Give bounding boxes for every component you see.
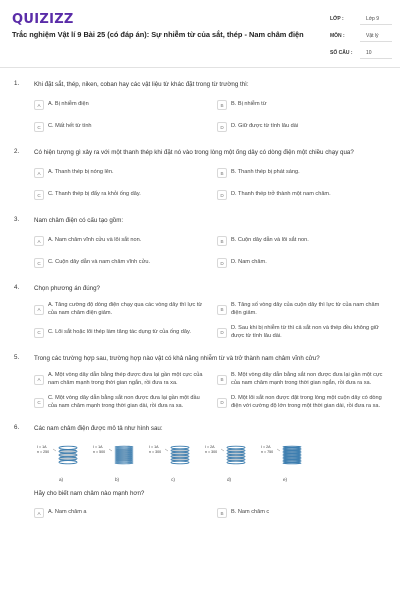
option-letter: A [34,168,44,178]
option-letter: D [217,398,227,408]
iron-core [60,449,76,461]
figure-label-turns: n = 750 [261,450,274,454]
option-letter: B [217,236,227,246]
meta-grade [330,12,392,26]
option-a[interactable] [34,302,207,317]
option-text: A. Tăng cường độ dòng điện chạy qua các vòng dây thì lực từ của nam châm điện giảm. [48,302,203,316]
option-text: D. Sau khi bị nhiễm từ thì cả sắt non và thép đều không giữ được từ tính lâu dài. [231,325,379,339]
figure-d [204,441,254,482]
figure-caption: b) [114,477,120,482]
coil-turn [283,461,301,462]
figure-caption: a) [58,477,64,482]
figure-label-current: I = 1A [149,445,159,449]
meta-label: LỚP : [330,16,344,22]
figure-label-turns: n = 300 [205,450,218,454]
question-number: 2. [14,148,20,155]
option-text: A. Nam châm vĩnh cửu và lõi sắt non. [48,237,142,244]
option-grid [34,234,390,278]
question-6 [0,424,400,528]
option-d[interactable] [217,256,390,270]
figure-caption: e) [282,477,288,482]
option-text: B. Bị nhiễm từ [231,101,267,108]
question-2 [0,148,400,210]
option-b[interactable] [217,234,390,248]
figure-label-turns: n = 300 [149,450,162,454]
option-letter: A [34,375,44,385]
option-letter: B [217,100,227,110]
option-text: B. Thanh thép bị phát sáng. [231,169,300,176]
figure-caption: d) [226,477,232,482]
option-text: D. Một lõi sắt non được đặt trong lòng một cuộn dây có dòng điện với cường độ lớn trong một thời gian dài, rồi đưa ra xa. [231,395,382,409]
meta-value: Lớp 9 [360,14,392,25]
quizizz-logo: QUIZIZZ [12,12,74,27]
coil-turn [171,446,189,449]
option-text: B. Một vòng dây dẫn bằng sắt non được đưa lại gần một cực của nam châm mạnh trong thời gian ngắn, rồi đưa ra xa. [231,372,383,386]
option-a[interactable] [34,234,207,248]
question-3 [0,216,400,278]
coil-turn [115,446,133,448]
option-text: C. Mất hết từ tính [48,123,92,130]
meta-label: MÔN : [330,33,345,39]
option-grid [34,372,390,418]
coil-turn [59,446,77,449]
meta-subject [330,29,392,43]
option-text: C. Một vòng dây dẫn bằng sắt non được đưa lại gần một đầu của nam châm mạnh trong thời gian dài, rồi đưa ra xa. [48,395,200,409]
option-letter: B [217,168,227,178]
figure-label-current: I = 2A [261,445,271,449]
electromagnet-coil-icon [204,441,254,469]
option-text: B. Nam châm c [231,509,270,516]
option-text: C. Cuộn dây dẫn và nam châm vĩnh cửu. [48,259,150,266]
option-letter: D [217,258,227,268]
option-grid [34,98,390,142]
question-number: 1. [14,80,20,87]
option-a[interactable] [34,372,207,387]
iron-core [116,449,132,461]
electromagnet-figures [36,441,390,482]
question-text: Chọn phương án đúng? [34,285,101,292]
question-number: 4. [14,284,20,291]
option-a[interactable] [34,166,207,180]
option-letter: D [217,190,227,200]
question-number: 5. [14,354,20,361]
option-a[interactable] [34,98,207,112]
coil-turn [283,463,301,464]
option-letter: A [34,100,44,110]
option-b[interactable] [217,98,390,112]
option-b[interactable] [217,506,390,520]
question-number: 3. [14,216,20,223]
option-c[interactable] [34,395,207,410]
figure-label-turns: n = 500 [93,450,106,454]
option-letter: D [217,328,227,338]
figure-b [92,441,142,482]
option-text: A. Nam châm a [48,509,87,516]
option-letter: C [34,122,44,132]
question-text: Có hiện tượng gì xảy ra với một thanh thép khi đặt nó vào trong lòng một ống dây có dòng điện một chiều chạy qua? [34,149,354,156]
option-d[interactable] [217,120,390,134]
coil-turn [283,448,301,449]
figure-label-current: I = 1A [37,445,47,449]
figure-label-current: I = 1A [93,445,103,449]
meta-label: SỐ CÂU : [330,50,353,56]
option-d[interactable] [217,188,390,202]
page-title: Trắc nghiệm Vật lí 9 Bài 25 (có đáp án): Sự nhiễm từ của sắt, thép - Nam châm điện [12,30,304,39]
figure-a [36,441,86,482]
option-text: C. Thanh thép bị đẩy ra khỏi ống dây. [48,191,141,198]
option-c[interactable] [34,325,207,340]
option-letter: D [217,122,227,132]
option-c[interactable] [34,256,207,270]
question-number: 6. [14,424,20,431]
question-subtext: Hãy cho biết nam châm nào mạnh hơn? [34,490,145,497]
electromagnet-coil-icon [148,441,198,469]
option-text: A. Bị nhiễm điện [48,101,89,108]
option-text: B. Cuộn dây dẫn và lõi sắt non. [231,237,309,244]
question-text: Khi đặt sắt, thép, niken, coban hay các vật liệu từ khác đặt trong từ trường thì: [34,81,249,88]
figure-label-turns: n = 250 [37,450,50,454]
meta-count [330,46,392,60]
option-letter: A [34,508,44,518]
option-letter: B [217,375,227,385]
option-text: A. Một vòng dây dẫn bằng thép được đưa lại gần một cực của nam châm mạnh trong thời gian ngắn, rồi đưa ra xa. [48,372,203,386]
meta-panel [330,12,392,63]
option-letter: C [34,258,44,268]
option-grid [34,506,390,528]
meta-value: Vật lý [360,31,392,42]
option-letter: A [34,236,44,246]
option-text: B. Tăng số vòng dây của cuộn dây thì lực từ của nam châm điện giảm. [231,302,380,316]
option-letter: C [34,398,44,408]
option-b[interactable] [217,372,390,387]
coil-turn [171,461,189,464]
option-d[interactable] [217,395,390,410]
coil-turn [227,446,245,449]
option-text: C. Lõi sắt hoặc lõi thép làm tăng tác dụng từ của ống dây. [48,328,191,335]
option-grid [34,166,390,210]
figure-c [148,441,198,482]
coil-turn [115,462,133,464]
option-a[interactable] [34,506,207,520]
question-5 [0,354,400,418]
question-text: Nam châm điện có cấu tạo gồm: [34,217,124,224]
electromagnet-coil-icon [36,441,86,469]
meta-value: 10 [360,48,392,59]
option-c[interactable] [34,188,207,202]
figure-label-current: I = 2A [205,445,215,449]
question-list [0,80,400,528]
coil-turn [59,461,77,464]
option-letter: A [34,305,44,315]
question-1 [0,80,400,142]
option-letter: C [34,190,44,200]
question-4 [0,284,400,348]
option-letter: C [34,328,44,338]
option-text: D. Nam châm. [231,259,267,266]
option-grid [34,302,390,348]
option-letter: B [217,508,227,518]
page-header [0,0,400,62]
option-text: A. Thanh thép bị nóng lên. [48,169,114,176]
electromagnet-coil-icon [260,441,310,469]
option-text: D. Giữ được từ tính lâu dài [231,123,299,130]
question-text: Trong các trường hợp sau, trường hợp nào vật có khả năng nhiễm từ và trở thành nam châm vĩnh cửu? [34,355,320,362]
header-divider [0,67,400,68]
coil-turn [283,446,301,447]
option-text: D. Thanh thép trở thành một nam châm. [231,191,331,198]
question-text: Các nam châm điện được mô tả như hình sau: [34,425,163,432]
figure-caption: c) [171,477,175,482]
option-c[interactable] [34,120,207,134]
electromagnet-coil-icon [92,441,142,469]
option-b[interactable] [217,166,390,180]
option-d[interactable] [217,325,390,340]
coil-turn [227,461,245,464]
option-b[interactable] [217,302,390,317]
option-letter: B [217,305,227,315]
figure-e [260,441,310,482]
